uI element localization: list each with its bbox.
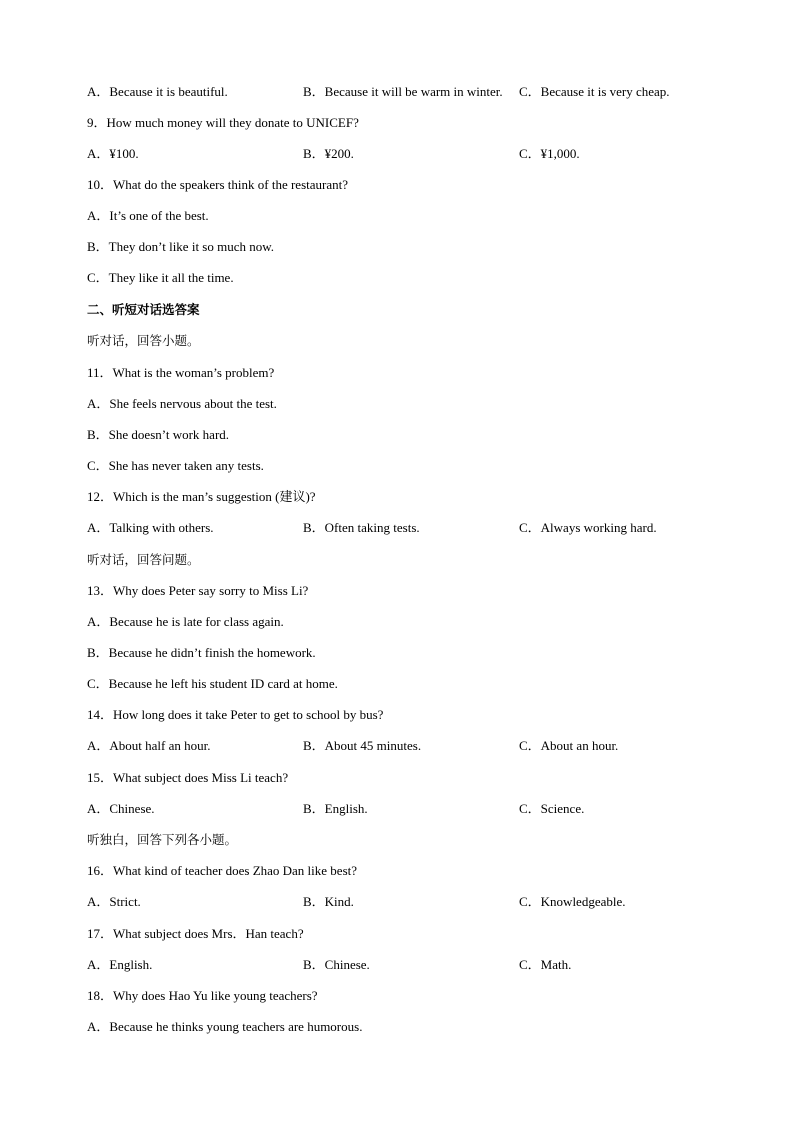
q10-question: 10．What do the speakers think of the restaurant?: [87, 177, 348, 192]
section-heading: 二、听短对话选答案: [87, 302, 200, 317]
q13-question: 13．Why does Peter say sorry to Miss Li?: [87, 583, 309, 598]
q10-option-c: C．They like it all the time.: [87, 270, 234, 285]
q14-option-b: B．About 45 minutes.: [303, 738, 422, 753]
q15-option-b: B．English.: [303, 801, 368, 816]
q17-option-c: C．Math.: [519, 957, 572, 972]
q16-option-a: A．Strict.: [87, 894, 141, 909]
q12-question: 12．Which is the man’s suggestion (建议)?: [87, 489, 316, 504]
q11-option-c: C．She has never taken any tests.: [87, 458, 264, 473]
q14-question: 14．How long does it take Peter to get to school by bus?: [87, 707, 384, 722]
q16-option-c: C．Knowledgeable.: [519, 894, 626, 909]
q16-option-b: B．Kind.: [303, 894, 354, 909]
q10-option-a: A．It’s one of the best.: [87, 208, 209, 223]
q12-option-b: B．Often taking tests.: [303, 520, 420, 535]
q9-option-c: C．¥1,000.: [519, 146, 580, 161]
q17-question: 17．What subject does Mrs．Han teach?: [87, 926, 304, 941]
q11-option-a: A．She feels nervous about the test.: [87, 396, 277, 411]
q17-option-b: B．Chinese.: [303, 957, 370, 972]
q11-option-b: B．She doesn’t work hard.: [87, 427, 230, 442]
q8-option-c: C．Because it is very cheap.: [519, 84, 670, 99]
q18-option-a: A．Because he thinks young teachers are humorous.: [87, 1019, 363, 1034]
q17-option-a: A．English.: [87, 957, 153, 972]
q14-option-c: C．About an hour.: [519, 738, 619, 753]
q15-question: 15．What subject does Miss Li teach?: [87, 770, 289, 785]
q11-question: 11．What is the woman’s problem?: [87, 365, 275, 380]
q8-option-b: B．Because it will be warm in winter.: [303, 84, 503, 99]
q15-option-c: C．Science.: [519, 801, 585, 816]
q10-option-b: B．They don’t like it so much now.: [87, 239, 275, 254]
dialog-instruction-1: 听对话，回答小题。: [87, 333, 200, 348]
dialog-instruction-2: 听对话，回答问题。: [87, 552, 200, 567]
q13-option-c: C．Because he left his student ID card at home.: [87, 676, 338, 691]
q13-option-a: A．Because he is late for class again.: [87, 614, 284, 629]
q12-option-a: A．Talking with others.: [87, 520, 214, 535]
q15-option-a: A．Chinese.: [87, 801, 155, 816]
q18-question: 18．Why does Hao Yu like young teachers?: [87, 988, 318, 1003]
q12-option-c: C．Always working hard.: [519, 520, 657, 535]
q14-option-a: A．About half an hour.: [87, 738, 211, 753]
q9-option-b: B．¥200.: [303, 146, 354, 161]
monologue-instruction: 听独白，回答下列各小题。: [87, 832, 238, 847]
q9-option-a: A．¥100.: [87, 146, 139, 161]
q16-question: 16．What kind of teacher does Zhao Dan like best?: [87, 863, 358, 878]
q8-option-a: A．Because it is beautiful.: [87, 84, 228, 99]
q9-question: 9．How much money will they donate to UNICEF?: [87, 115, 359, 130]
q13-option-b: B．Because he didn’t finish the homework.: [87, 645, 316, 660]
